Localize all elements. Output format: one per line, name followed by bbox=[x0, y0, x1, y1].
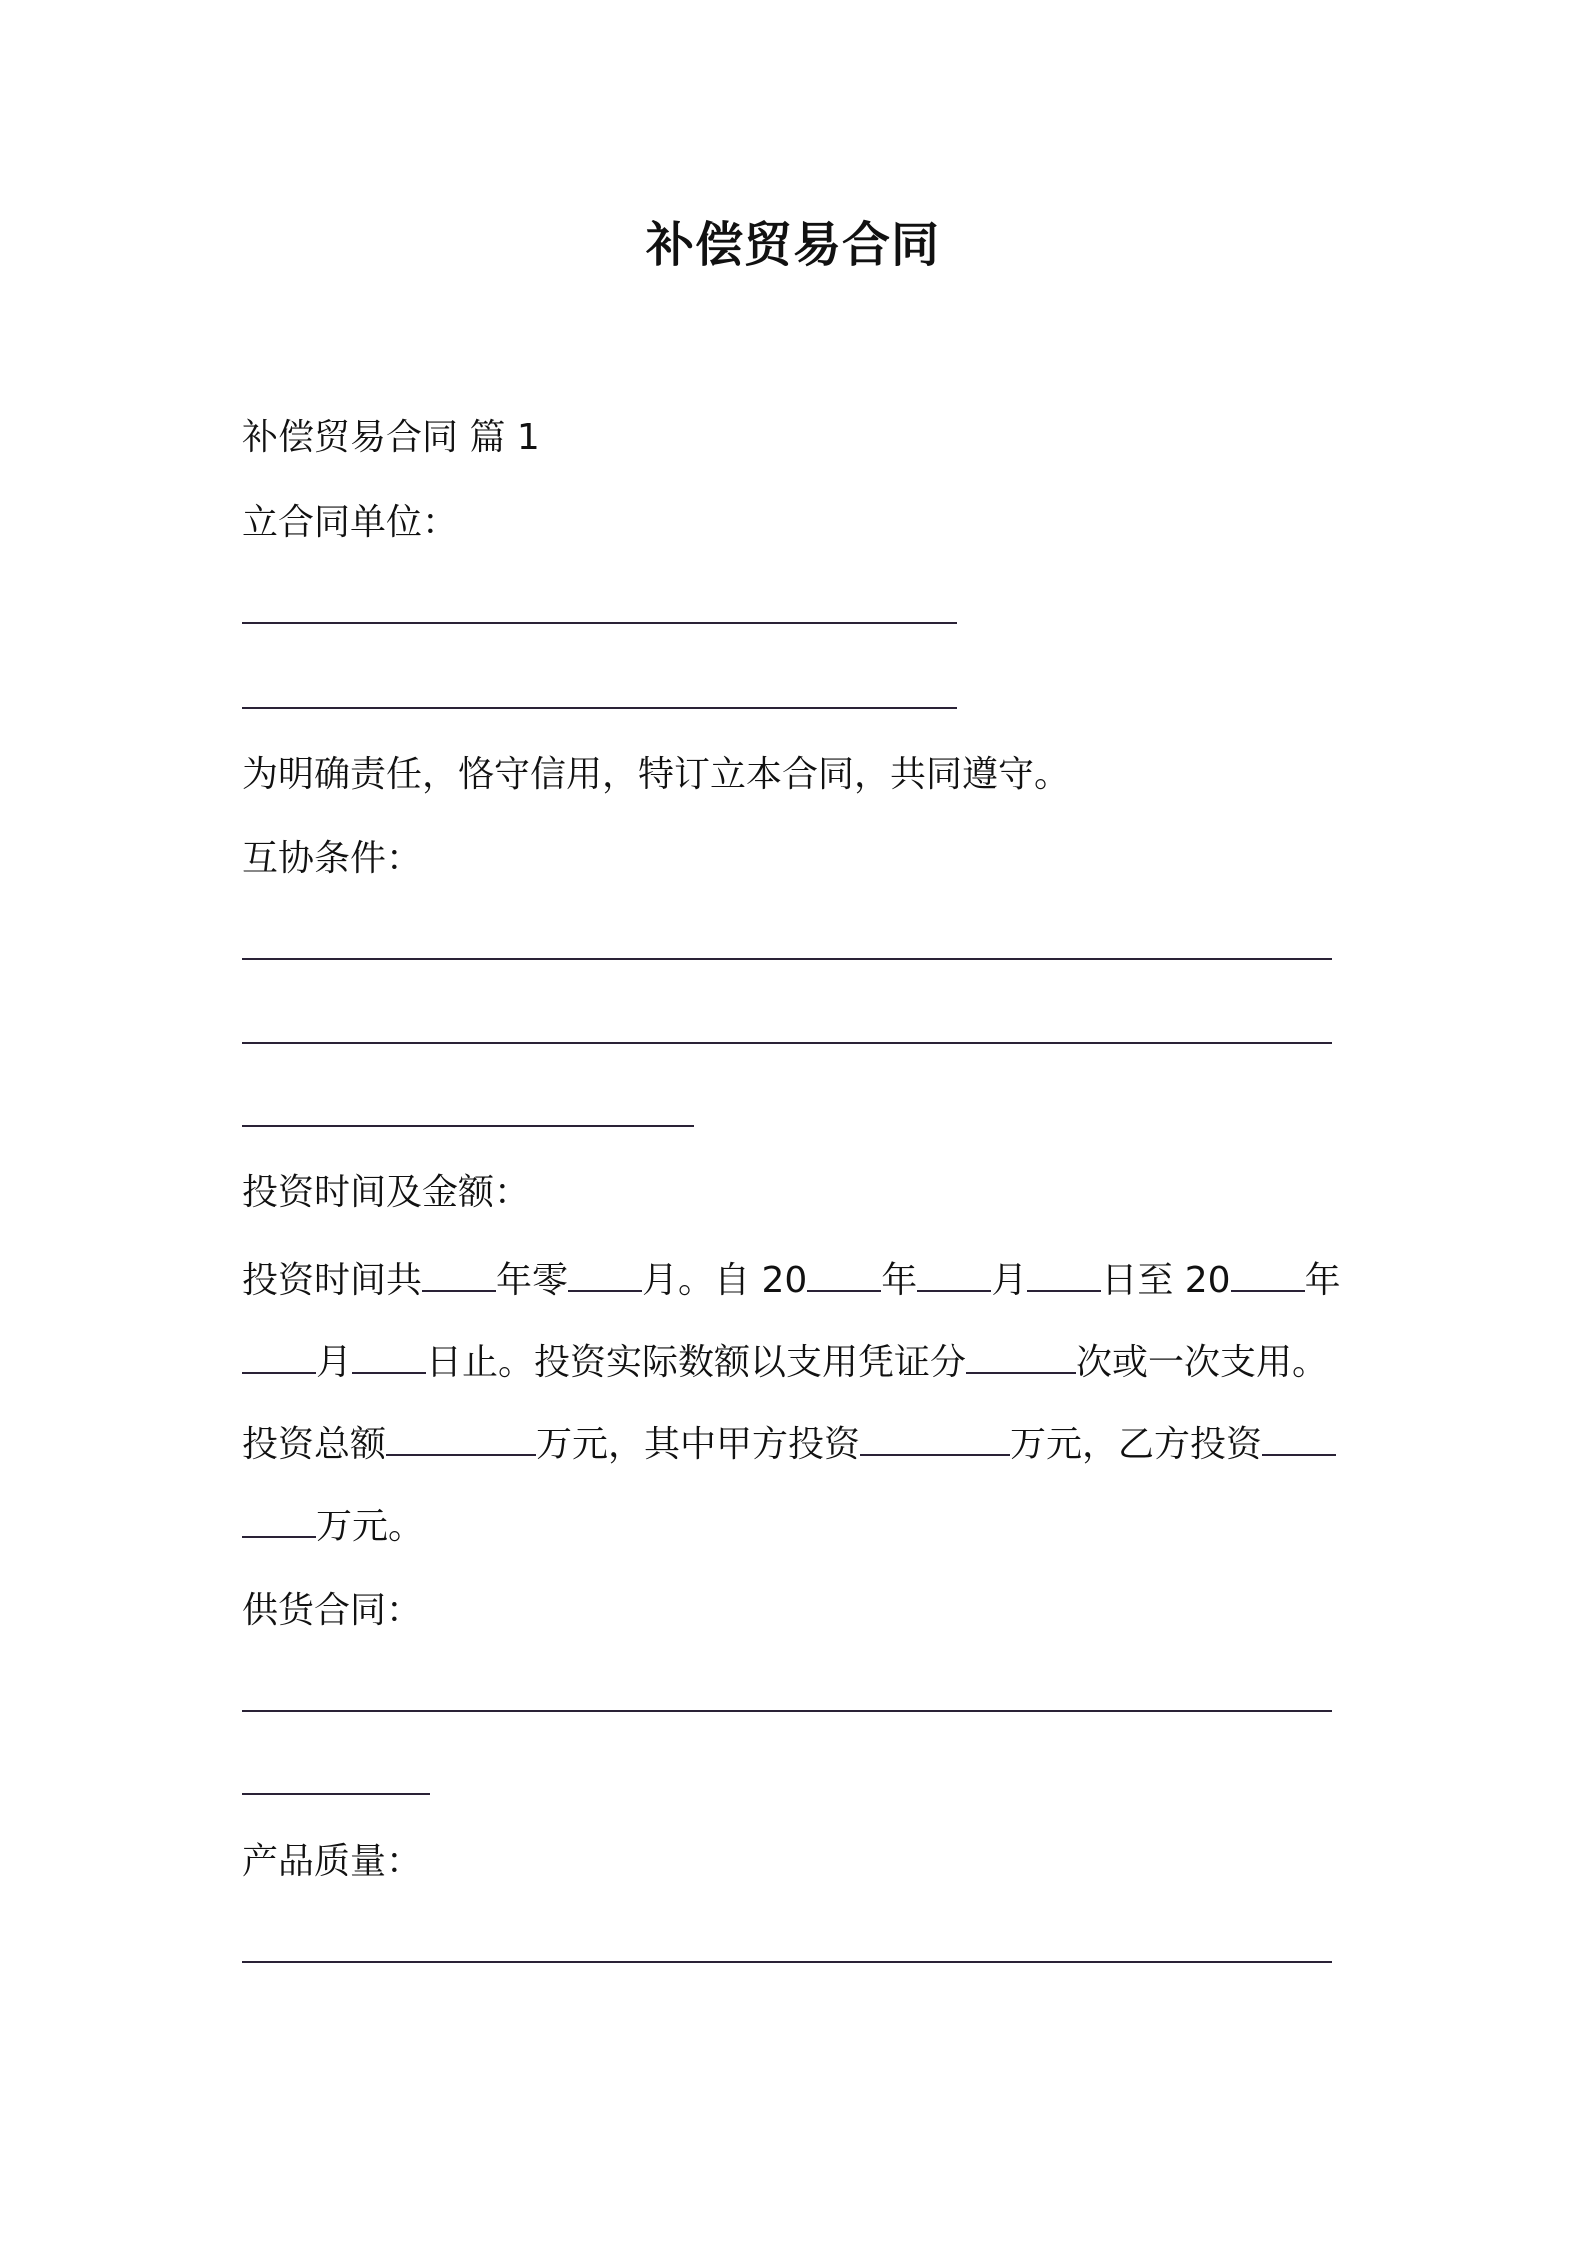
parties-label: 立合同单位： bbox=[242, 502, 459, 543]
investment-line-1-text-4: 年 bbox=[881, 1260, 918, 1301]
investment-line-2-text-1: 月 bbox=[316, 1342, 353, 1383]
investment-line-4-text-1: 万元。 bbox=[316, 1506, 425, 1547]
start-day-blank bbox=[1027, 1289, 1101, 1292]
start-month-blank bbox=[917, 1289, 991, 1292]
document-title: 补偿贸易合同 bbox=[645, 217, 940, 273]
party-b-blank-line bbox=[242, 707, 957, 709]
investment-line-3 bbox=[242, 1421, 1336, 1469]
months-blank bbox=[568, 1289, 642, 1292]
party-a-amount-blank bbox=[860, 1453, 1010, 1456]
investment-line-1-text-7: 年 bbox=[1304, 1260, 1341, 1301]
investment-line-3-text-2: 万元，其中甲方投资 bbox=[536, 1424, 861, 1465]
section-heading: 补偿贸易合同 篇 1 bbox=[242, 417, 540, 458]
investment-line-3-text-1: 投资总额 bbox=[242, 1424, 387, 1465]
supply-blank-line-1 bbox=[242, 1710, 1332, 1712]
investment-line-1-text-1: 投资时间共 bbox=[242, 1260, 423, 1301]
cooperation-label: 互协条件： bbox=[242, 838, 423, 879]
cooperation-blank-line-1 bbox=[242, 958, 1332, 960]
party-a-blank-line bbox=[242, 622, 957, 624]
start-year-blank bbox=[807, 1289, 881, 1292]
investment-line-1-text-5: 月 bbox=[991, 1260, 1028, 1301]
supply-label: 供货合同： bbox=[242, 1590, 423, 1631]
end-year-blank bbox=[1231, 1289, 1305, 1292]
investment-line-1-text-3: 月。自 20 bbox=[642, 1260, 808, 1301]
quality-blank-line-1 bbox=[242, 1961, 1332, 1963]
investment-line-1-text-2: 年零 bbox=[496, 1260, 569, 1301]
installments-blank bbox=[966, 1371, 1076, 1374]
end-day-blank bbox=[352, 1371, 426, 1374]
investment-line-4 bbox=[242, 1503, 424, 1551]
investment-line-2 bbox=[242, 1339, 1328, 1387]
cooperation-blank-line-3 bbox=[242, 1125, 694, 1127]
quality-label: 产品质量： bbox=[242, 1841, 423, 1882]
investment-line-3-text-3: 万元，乙方投资 bbox=[1010, 1424, 1263, 1465]
end-month-blank bbox=[242, 1371, 316, 1374]
party-b-amount-blank-start bbox=[1262, 1453, 1336, 1456]
investment-line-2-text-3: 次或一次支用。 bbox=[1076, 1342, 1329, 1383]
investment-label: 投资时间及金额： bbox=[242, 1172, 531, 1213]
investment-line-1 bbox=[242, 1257, 1341, 1305]
total-amount-blank bbox=[386, 1453, 536, 1456]
investment-line-1-text-6: 日至 20 bbox=[1101, 1260, 1231, 1301]
investment-line-2-text-2: 日止。投资实际数额以支用凭证分 bbox=[426, 1342, 967, 1383]
years-blank bbox=[422, 1289, 496, 1292]
party-b-amount-blank-end bbox=[242, 1535, 316, 1538]
supply-blank-line-2 bbox=[242, 1793, 430, 1795]
cooperation-blank-line-2 bbox=[242, 1042, 1332, 1044]
preamble-text: 为明确责任，恪守信用，特订立本合同，共同遵守。 bbox=[242, 754, 1071, 795]
